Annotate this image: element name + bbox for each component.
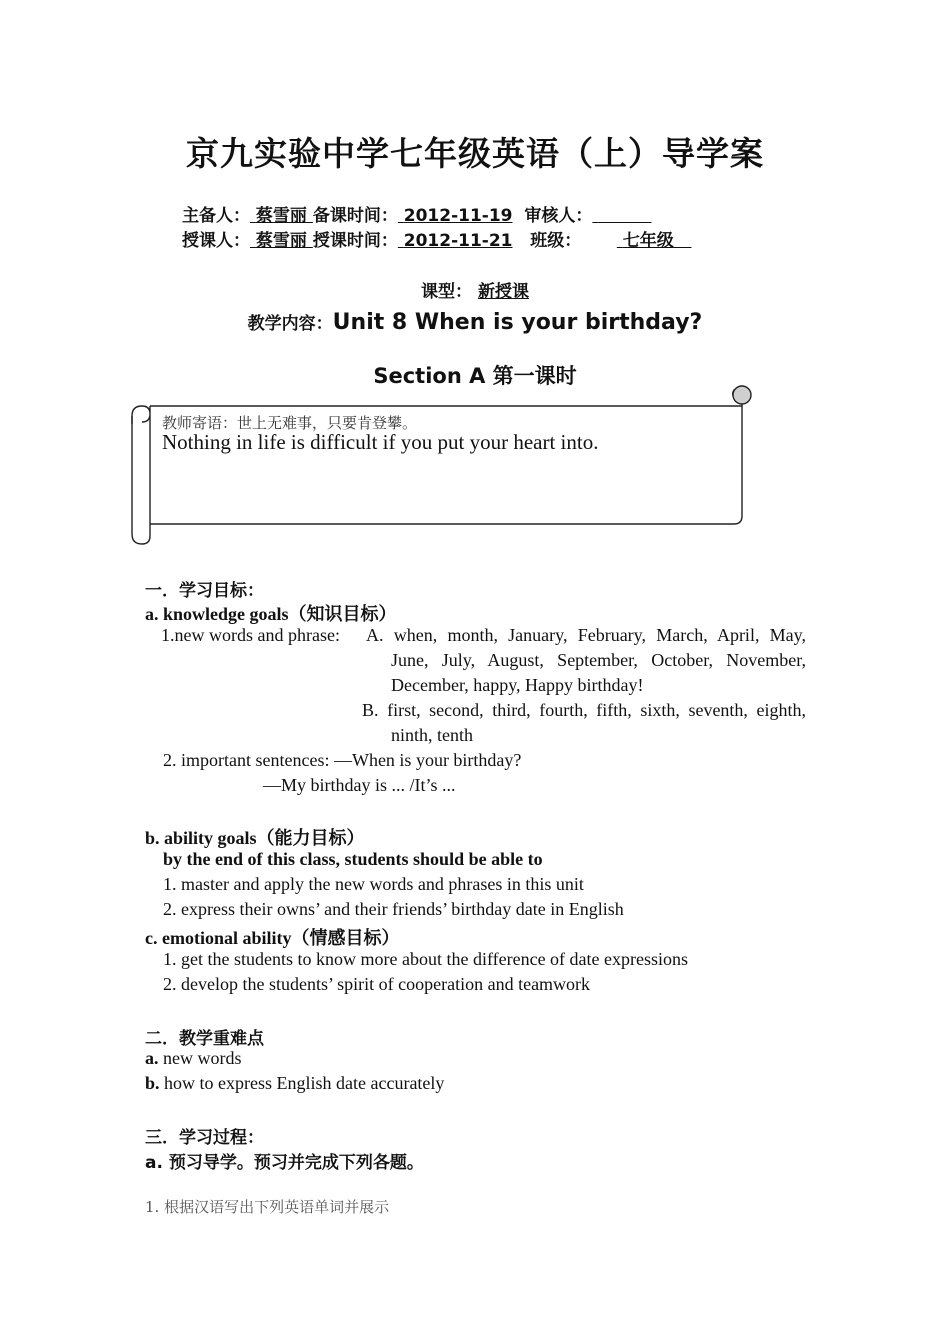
words-b-line-1: B. first, second, third, fourth, fifth, sixth, seventh, eighth, bbox=[362, 700, 806, 720]
reviewer-value bbox=[592, 206, 651, 226]
words-a-line-1: A. when, month, January, February, March, April, May, bbox=[366, 625, 806, 645]
ability-intro: by the end of this class, students should be able to bbox=[163, 849, 543, 869]
preparer-name: 蔡雪丽 bbox=[255, 206, 307, 226]
class-label: 班级： bbox=[530, 231, 582, 251]
emotional-goals-label: c. emotional ability（情感目标） bbox=[145, 928, 400, 948]
motto-en: Nothing in life is difficult if you put your heart into. bbox=[162, 430, 599, 454]
sentences-line-2: —My birthday is ... /It’s ... bbox=[263, 775, 456, 795]
new-words-label: 1.new words and phrase: bbox=[161, 625, 340, 645]
lesson-type-value: 新授课 bbox=[477, 282, 529, 302]
emotional-item-2: 2. develop the students’ spirit of cooperation and teamwork bbox=[163, 974, 591, 994]
ability-item-1: 1. master and apply the new words and phrases in this unit bbox=[163, 874, 584, 894]
teach-time-label: 授课时间： bbox=[312, 231, 398, 251]
content-title: Unit 8 When is your birthday? bbox=[332, 310, 703, 335]
section-title: Section A 第一课时 bbox=[373, 364, 577, 388]
teacher-name: 蔡雪丽 bbox=[255, 231, 307, 251]
document-title: 京九实验中学七年级英语（上）导学案 bbox=[186, 134, 764, 173]
key-point-b: b. how to express English date accurately bbox=[145, 1073, 445, 1093]
knowledge-goals-label: a. knowledge goals（知识目标） bbox=[145, 604, 397, 624]
key-point-a: a. new words bbox=[145, 1048, 242, 1068]
key-points-heading: 二．教学重难点 bbox=[145, 1029, 264, 1049]
class-value: 七年级 bbox=[622, 231, 674, 251]
scroll-banner bbox=[126, 384, 758, 548]
teach-time-value: 2012-11-21 bbox=[403, 231, 513, 251]
meta-row-2 bbox=[182, 226, 691, 251]
emotional-item-1: 1. get the students to know more about the difference of date expressions bbox=[163, 949, 689, 969]
ability-item-2: 2. express their owns’ and their friends’ birthday date in English bbox=[163, 899, 624, 919]
sentences-line-1: 2. important sentences: —When is your birthday? bbox=[163, 750, 522, 770]
words-a-line-3: December, happy, Happy birthday! bbox=[391, 675, 644, 695]
lesson-type-line bbox=[0, 277, 950, 302]
prep-time-value: 2012-11-19 bbox=[403, 206, 513, 226]
process-preview-line: a. 预习导学。预习并完成下列各题。 bbox=[145, 1153, 424, 1173]
goals-heading: 一．学习目标： bbox=[145, 581, 264, 601]
words-b-line-2: ninth, tenth bbox=[391, 725, 473, 745]
meta-row-1 bbox=[182, 201, 652, 226]
content-label: 教学内容： bbox=[247, 314, 333, 334]
lesson-type-label: 课型： bbox=[421, 282, 473, 302]
prep-time-label: 备课时间： bbox=[312, 206, 398, 226]
teacher-label: 授课人： bbox=[182, 231, 250, 251]
teaching-content-line bbox=[0, 309, 950, 335]
preparer-label: 主备人： bbox=[182, 206, 250, 226]
process-heading: 三．学习过程： bbox=[145, 1128, 264, 1148]
motto-cn: 教师寄语：世上无难事，只要肯登攀。 bbox=[162, 414, 418, 432]
words-a-line-2: June, July, August, September, October, November, bbox=[391, 650, 806, 670]
reviewer-label: 审核人： bbox=[524, 206, 593, 226]
process-item-1: 1. 根据汉语写出下列英语单词并展示 bbox=[145, 1198, 390, 1216]
ability-goals-label: b. ability goals（能力目标） bbox=[145, 828, 365, 848]
